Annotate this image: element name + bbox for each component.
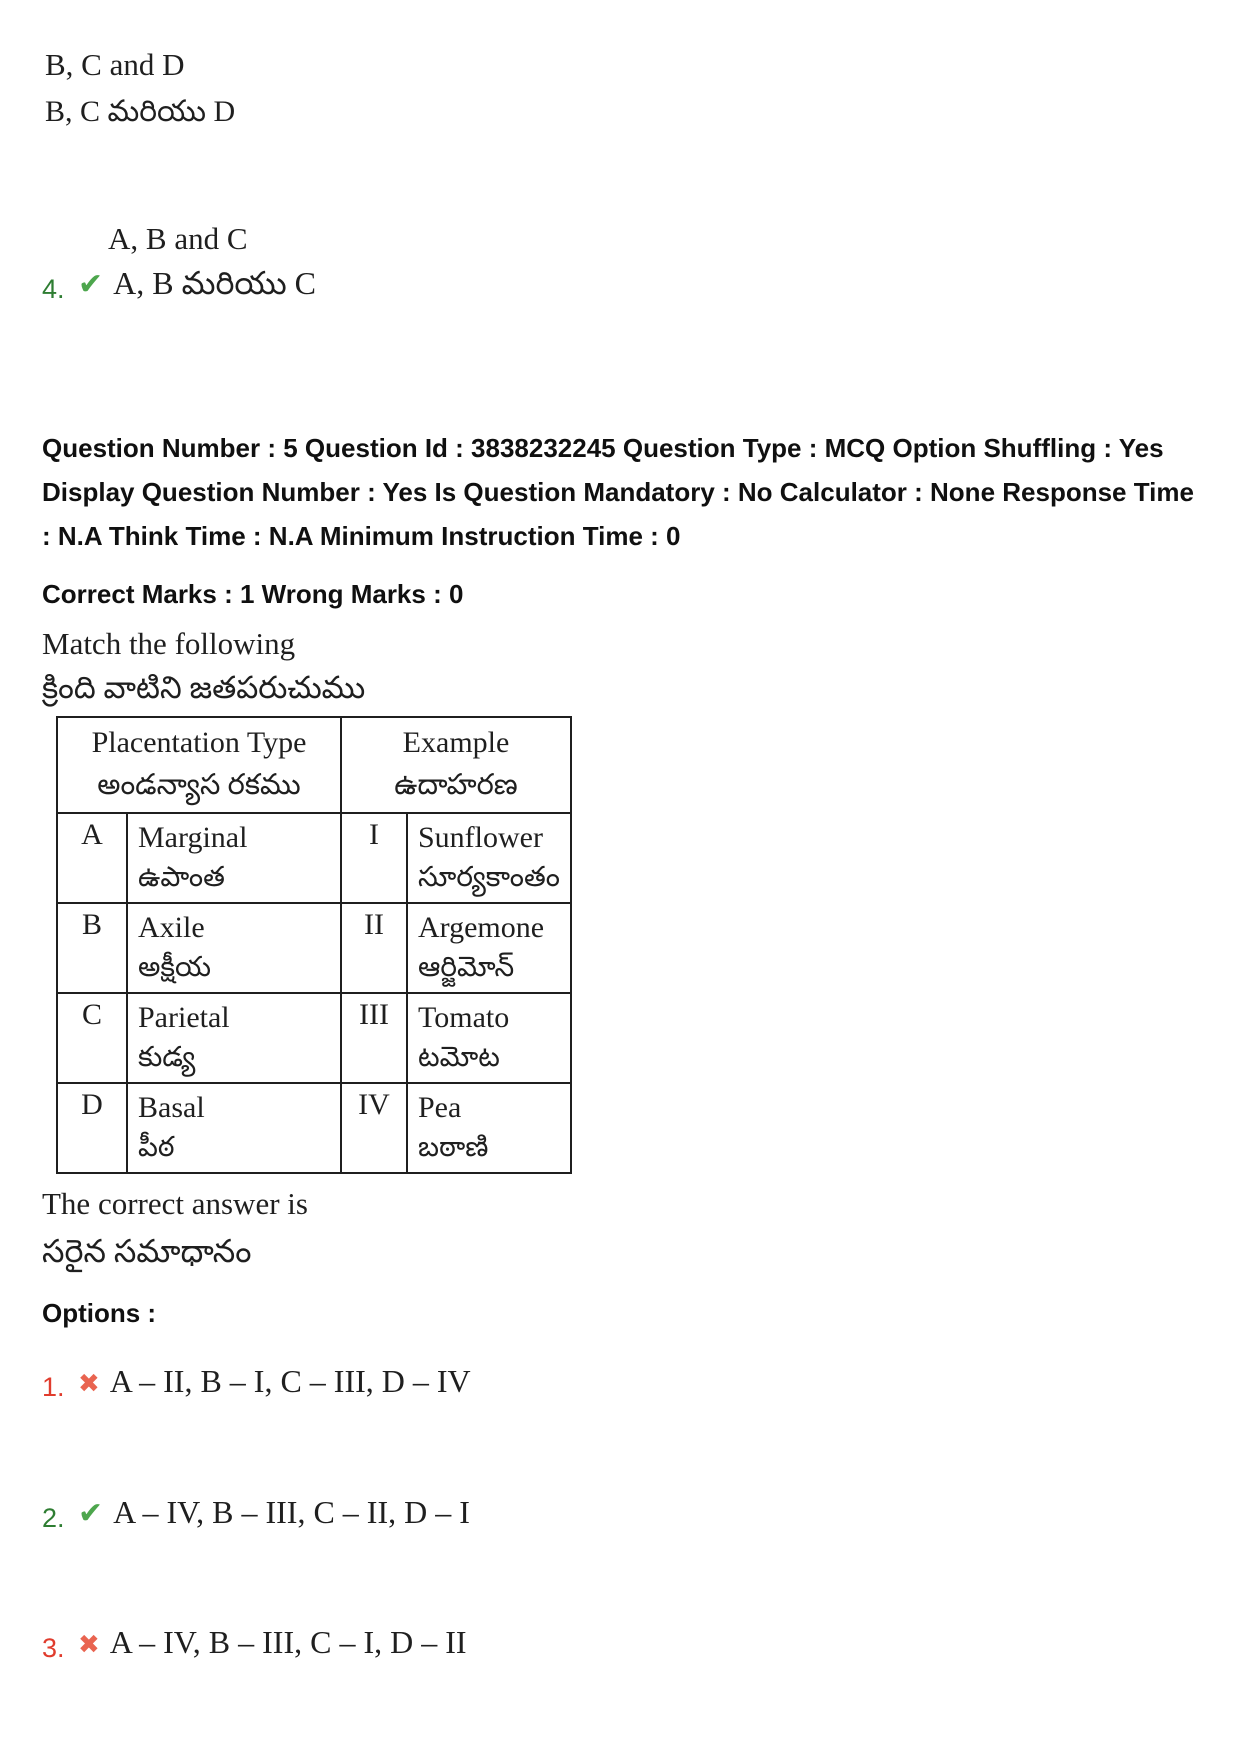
example-en: Pea bbox=[418, 1091, 462, 1124]
option-number: 1. bbox=[42, 1372, 65, 1402]
example-en: Tomato bbox=[418, 1001, 510, 1034]
question-details: Question Number : 5 Question Id : 3838232245 Question Type : MCQ Option Shuffling : Yes Display Question Number : Yes Is Question Mandatory : No Calculator : None Response Time : N.A Think Time : N.A Minimum Instruction Time : 0 bbox=[42, 433, 1194, 551]
row-num: IV bbox=[341, 1083, 407, 1173]
option-1-row bbox=[42, 1360, 1198, 1407]
correct-answer-label-te: సరైన సమాధానం bbox=[42, 1233, 252, 1269]
type-te: అక్షీయ bbox=[138, 952, 212, 983]
example-en: Argemone bbox=[418, 911, 545, 944]
check-icon: ✔ bbox=[78, 267, 104, 302]
option-number: 3. bbox=[42, 1633, 65, 1663]
question-prompt-en: Match the following bbox=[42, 626, 296, 661]
type-en: Axile bbox=[138, 911, 205, 944]
prev-option-text-te: B, C మరియు D bbox=[45, 95, 236, 128]
row-type bbox=[127, 993, 341, 1083]
table-header-row bbox=[57, 717, 571, 813]
type-te: కుడ్య bbox=[138, 1042, 196, 1073]
prev-option-text-en: B, C and D bbox=[45, 47, 185, 82]
type-en: Parietal bbox=[138, 1001, 230, 1034]
row-type bbox=[127, 903, 341, 993]
type-te: పీఠ bbox=[138, 1132, 175, 1163]
header-text-en: Example bbox=[402, 726, 510, 759]
example-te: టమోట bbox=[418, 1042, 500, 1073]
options-label: Options : bbox=[42, 1298, 157, 1328]
example-te: సూర్యకాంతం bbox=[418, 862, 560, 893]
marks-line: Correct Marks : 1 Wrong Marks : 0 bbox=[42, 579, 464, 609]
prev-correct-option-row bbox=[42, 262, 1198, 308]
question-metadata bbox=[42, 426, 1198, 616]
row-type bbox=[127, 813, 341, 903]
header-example bbox=[341, 717, 571, 813]
table-row bbox=[57, 993, 571, 1083]
type-en: Basal bbox=[138, 1091, 205, 1124]
match-table bbox=[56, 716, 572, 1174]
row-example bbox=[407, 993, 571, 1083]
row-key: D bbox=[57, 1083, 127, 1173]
option-text: A – IV, B – III, C – I, D – II bbox=[109, 1624, 467, 1660]
cross-icon: ✖ bbox=[78, 1630, 100, 1660]
table-row bbox=[57, 813, 571, 903]
example-te: ఆర్జిమోన్ bbox=[418, 952, 515, 983]
row-type bbox=[127, 1083, 341, 1173]
example-te: బఠాణి bbox=[418, 1132, 489, 1163]
question-prompt-te: క్రింది వాటిని జతపరుచుము bbox=[42, 670, 366, 705]
row-num: II bbox=[341, 903, 407, 993]
type-te: ఉపాంత bbox=[138, 862, 225, 893]
row-key: A bbox=[57, 813, 127, 903]
option-3-row bbox=[42, 1621, 1198, 1668]
row-example bbox=[407, 1083, 571, 1173]
option-number: 2. bbox=[42, 1503, 65, 1533]
table-row bbox=[57, 1083, 571, 1173]
type-en: Marginal bbox=[138, 821, 248, 854]
row-key: B bbox=[57, 903, 127, 993]
option-text: A – IV, B – III, C – II, D – I bbox=[113, 1494, 470, 1530]
row-num: I bbox=[341, 813, 407, 903]
prev-correct-option-text-te: A, B మరియు C bbox=[113, 265, 316, 301]
row-num: III bbox=[341, 993, 407, 1083]
header-text-te: అండన్యాస రకము bbox=[97, 769, 301, 801]
option-2-row bbox=[42, 1491, 1198, 1537]
header-placentation-type bbox=[57, 717, 341, 813]
previous-question-options bbox=[42, 46, 1198, 308]
prev-correct-option-text-en: A, B and C bbox=[108, 221, 248, 256]
header-text-en: Placentation Type bbox=[91, 726, 307, 759]
example-en: Sunflower bbox=[418, 821, 543, 854]
row-example bbox=[407, 813, 571, 903]
table-row bbox=[57, 903, 571, 993]
check-icon: ✔ bbox=[78, 1496, 104, 1531]
header-text-te: ఉదాహరణ bbox=[394, 769, 518, 801]
row-example bbox=[407, 903, 571, 993]
correct-answer-label-en: The correct answer is bbox=[42, 1186, 308, 1221]
option-text: A – II, B – I, C – III, D – IV bbox=[109, 1363, 471, 1399]
cross-icon: ✖ bbox=[78, 1369, 100, 1399]
row-key: C bbox=[57, 993, 127, 1083]
option-number: 4. bbox=[42, 274, 65, 304]
